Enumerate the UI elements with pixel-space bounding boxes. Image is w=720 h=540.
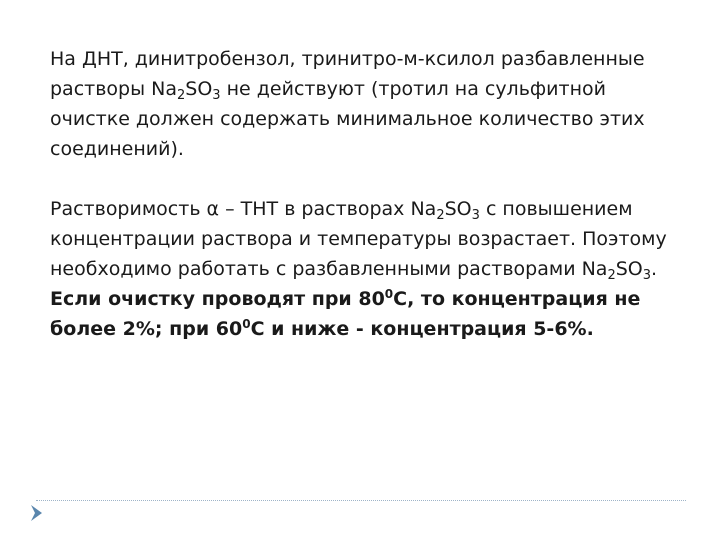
paragraph-solubility [50,194,680,284]
paragraph-solubility-text-a: Растворимость α – ТНТ в растворах Na [50,198,437,220]
paragraph-dnt-text-b: SO [185,78,213,100]
paragraph-concentration [50,284,680,344]
subscript-2: 2 [177,88,186,103]
paragraph-solubility-text-e: . [651,258,658,280]
paragraph-dnt-text-a: На ДНТ, динитробензол, тринитро-м-ксилол разбавленные растворы Na [50,48,645,100]
paragraph-solubility-text-b: SO [444,198,472,220]
paragraph-concentration-text-a: Если очистку проводят при 80 [50,288,385,310]
paragraph-dnt [50,44,680,164]
paragraph-dnt-text-c: не действуют (тротил на сульфитной очистке должен содержать минимальное количество этих соединений). [50,78,645,160]
paragraph-solubility-text-c: с повышением концентрации раствора и температуры возрастает. Поэтому необходимо работать с разбавленными растворами Na [50,198,667,280]
triangle-right-icon [30,504,44,522]
footer-divider [36,500,686,501]
subscript-3: 3 [212,88,221,103]
paragraph-solubility-text-d: SO [615,258,643,280]
subscript-3: 3 [642,268,652,283]
paragraph-concentration-text-c: С и ниже - концентрация 5-6%. [250,318,594,340]
paragraph-concentration-text-b: С, то концентрация не более 2%; при 60 [50,288,641,340]
superscript-degree: 0 [384,287,394,301]
slide-content [50,44,680,344]
subscript-3: 3 [471,208,480,223]
subscript-2: 2 [436,208,445,223]
superscript-degree: 0 [242,317,251,331]
subscript-2: 2 [607,268,616,283]
paragraph-gap [50,164,680,194]
